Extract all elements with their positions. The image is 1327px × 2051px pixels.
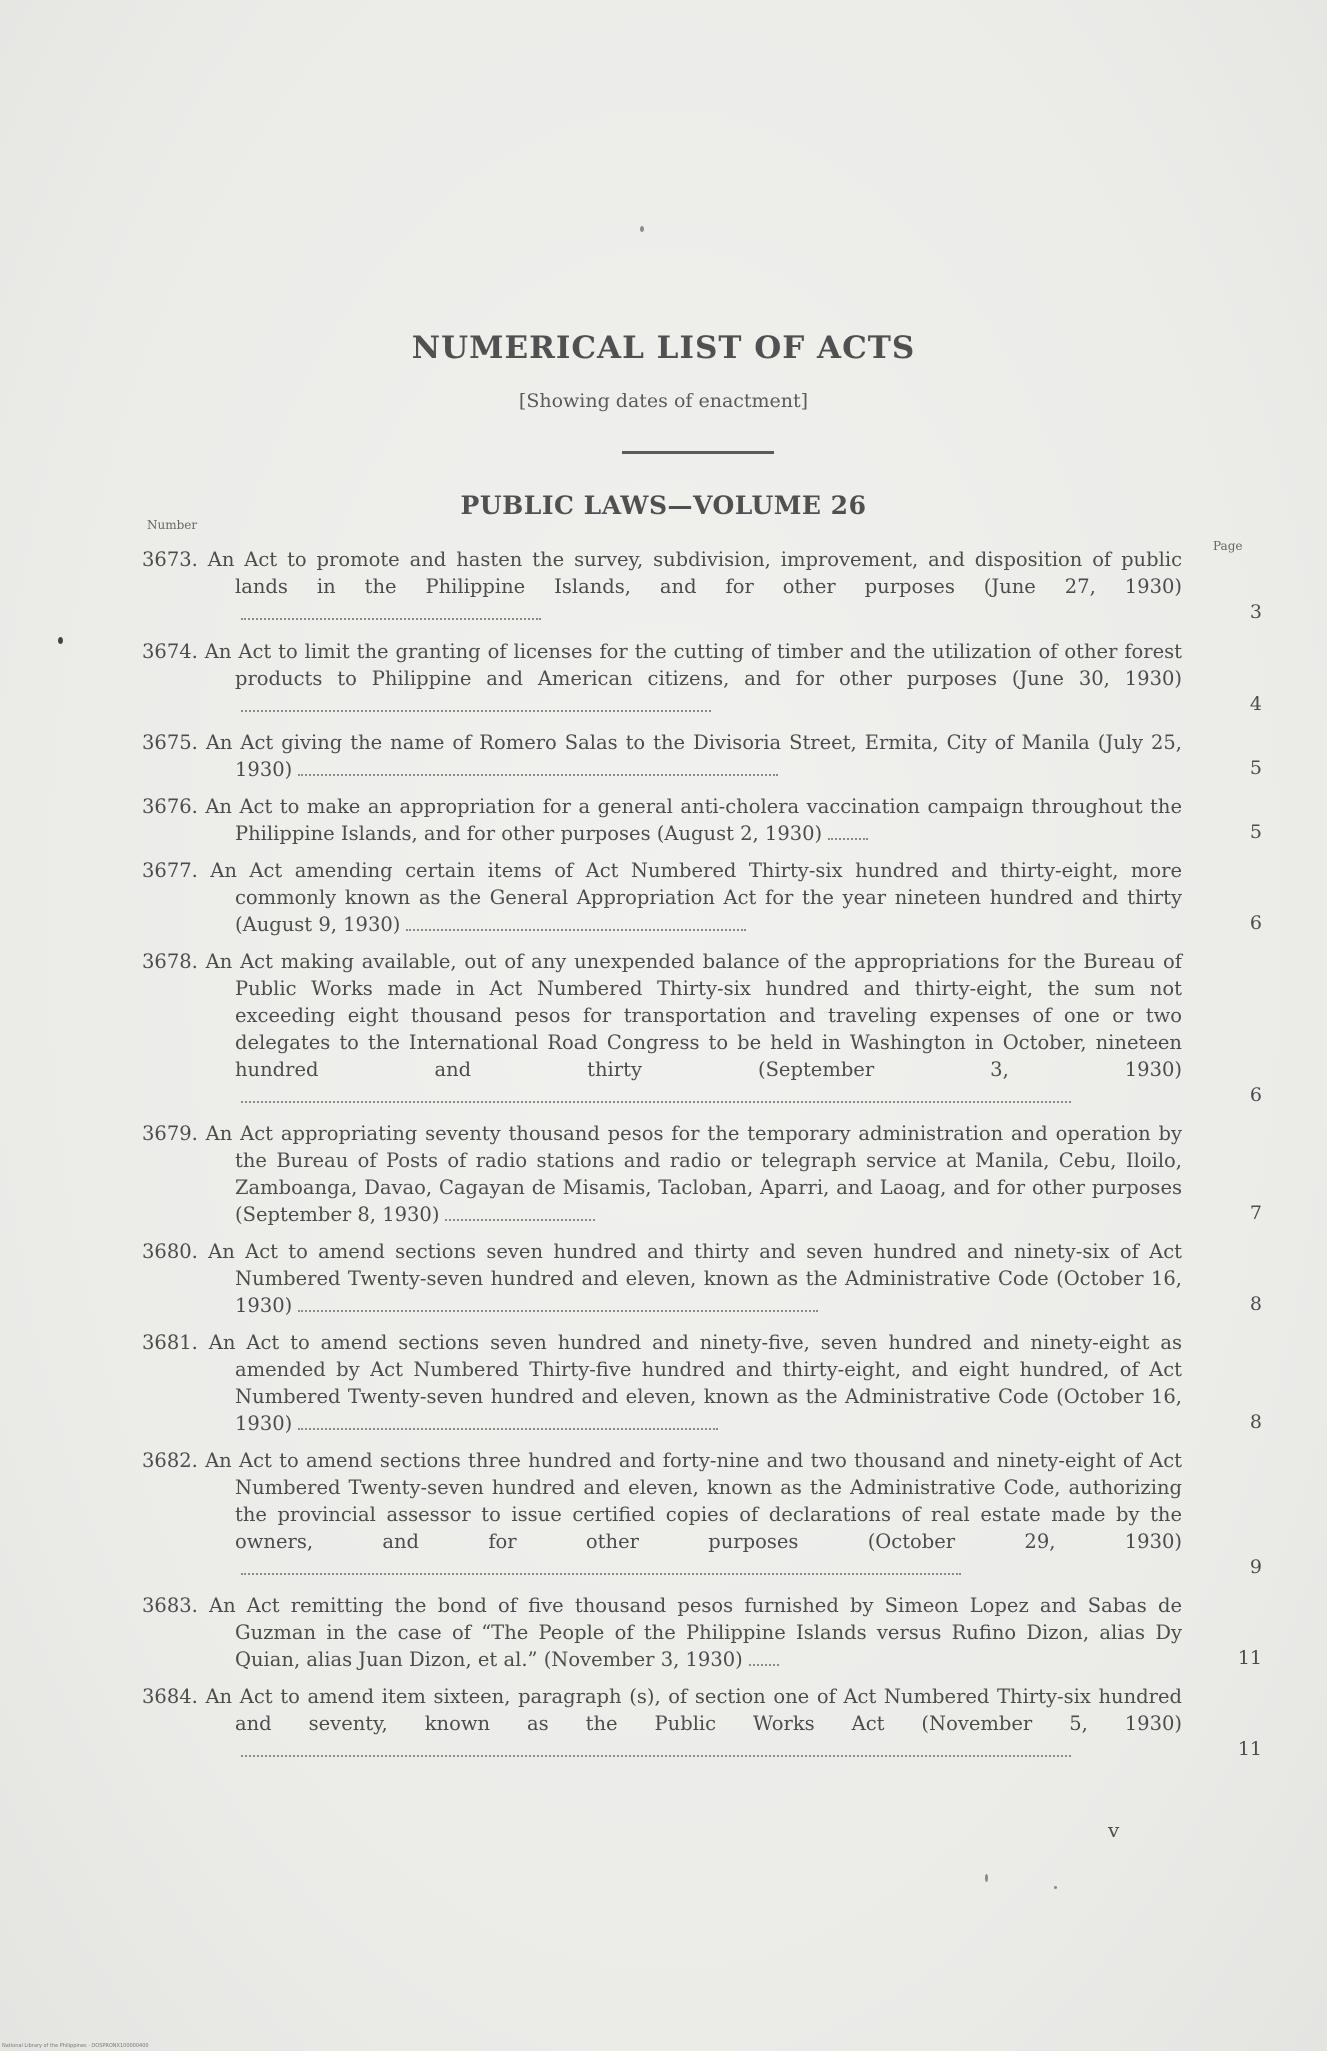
scan-speck [58,637,63,644]
act-number: 3681. [142,1331,198,1354]
scan-footer: National Library of the Philippines · DOSPRONX100000400 [2,2043,149,2049]
act-page: 3 [1249,601,1262,623]
list-item [142,1592,1262,1673]
act-number: 3675. [142,731,198,754]
list-item [142,857,1262,938]
dot-leader [828,837,868,840]
dot-leader [241,1100,1071,1103]
list-item [142,1329,1262,1437]
dot-leader [749,1663,779,1666]
list-item [142,638,1262,719]
scan-speck [985,1874,988,1882]
act-number: 3679. [142,1122,198,1145]
act-number: 3677. [142,859,198,882]
acts-list [142,546,1262,1774]
act-description: An Act to amend item sixteen, paragraph (s), of section one of Act Numbered Thirty-six hundred and seventy, known as the Public Works Act (November 5, 1930) [205,1685,1182,1735]
dot-leader [241,1754,1071,1757]
act-page: 4 [1249,693,1262,715]
act-description: An Act to promote and hasten the survey, subdivision, improvement, and disposition of public lands in the Philippine Islands, and for other purposes (June 27, 1930) [207,548,1182,598]
act-description: An Act to amend sections three hundred and forty-nine and two thousand and ninety-eight of Act Numbered Twenty-seven hundred and eleven, known as the Administrative Code, authorizing the provincial assessor to issue certified copies of declarations of real estate made by the owners, and for other purposes (October 29, 1930) [205,1449,1182,1553]
act-page: 11 [1237,1738,1262,1760]
act-description: An Act giving the name of Romero Salas to the Divisoria Street, Ermita, City of Manila (July 25, 1930) [205,731,1182,781]
dot-leader [406,928,746,931]
act-page: 8 [1249,1411,1262,1433]
act-description: An Act to make an appropriation for a general anti-cholera vaccination campaign throughout the Philippine Islands, and for other purposes (August 2, 1930) [205,795,1182,845]
number-column-label: Number [147,518,198,532]
act-number: 3673. [142,548,198,571]
list-item [142,729,1262,783]
act-description: An Act to limit the granting of licenses for the cutting of timber and the utilization of other forest products to Philippine and American citizens, and for other purposes (June 30, 1930) [204,640,1183,690]
act-page: 5 [1249,757,1262,779]
act-page: 6 [1249,912,1262,934]
dot-leader [298,1427,718,1430]
dot-leader [298,1309,818,1312]
document-title: NUMERICAL LIST OF ACTS [411,330,916,366]
dot-leader [298,773,778,776]
list-item [142,948,1262,1110]
list-item [142,1238,1262,1319]
act-page: 5 [1249,821,1262,843]
dot-leader [445,1218,595,1221]
act-number: 3682. [142,1449,198,1472]
list-item [142,1683,1262,1764]
act-page: 7 [1249,1202,1262,1224]
act-description: An Act to amend sections seven hundred and ninety-five, seven hundred and ninety-eight as amended by Act Numbered Thirty-five hundred and thirty-eight, and eight hundred, of Act Numbered Twenty-seven hundred and eleven, known as the Administrative Code (October 16, 1930) [208,1331,1182,1435]
list-item [142,1447,1262,1582]
scan-speck [1054,1886,1057,1889]
page-folio: v [1108,1818,1120,1842]
act-page: 11 [1237,1647,1262,1669]
list-item [142,793,1262,847]
act-number: 3678. [142,950,198,973]
act-number: 3684. [142,1685,198,1708]
act-number: 3674. [142,640,198,663]
act-description: An Act remitting the bond of five thousand pesos furnished by Simeon Lopez and Sabas de Guzman in the case of “The People of the Philippine Islands versus Rufino Dizon, alias Dy Quian, alias Juan Dizon, et al.” (November 3, 1930) [209,1594,1183,1671]
act-description: An Act to amend sections seven hundred and thirty and seven hundred and ninety-six of Act Numbered Twenty-seven hundred and eleven, known as the Administrative Code (October 16, 1930) [208,1240,1183,1317]
dot-leader [241,617,541,620]
document-subtitle: [Showing dates of enactment] [518,390,809,412]
section-title: PUBLIC LAWS—VOLUME 26 [460,491,867,520]
title-divider [622,451,774,454]
act-number: 3680. [142,1240,198,1263]
page-column-label: Page [1213,539,1243,553]
act-number: 3676. [142,795,198,818]
act-description: An Act appropriating seventy thousand pesos for the temporary administration and operation by the Bureau of Posts of radio stations and radio or telegraph service at Manila, Cebu, Iloilo, Zamboanga, Davao, Cagayan de Misamis, Tacloban, Aparri, and Laoag, and for other purposes (September 8, 1930) [205,1122,1182,1226]
act-page: 8 [1249,1293,1262,1315]
act-description: An Act amending certain items of Act Numbered Thirty-six hundred and thirty-eight, more commonly known as the General Appropriation Act for the year nineteen hundred and thirty (August 9, 1930) [210,859,1182,936]
dot-leader [241,1572,961,1575]
act-description: An Act making available, out of any unexpended balance of the appropriations for the Bureau of Public Works made in Act Numbered Thirty-six hundred and thirty-eight, the sum not exceeding eight thousand pesos for transportation and traveling expenses of one or two delegates to the International Road Congress to be held in Washington in October, nineteen hundred and thirty (September 3, 1930) [205,950,1182,1081]
act-page: 9 [1249,1556,1262,1578]
list-item [142,546,1262,627]
list-item [142,1120,1262,1228]
dot-leader [241,709,711,712]
act-number: 3683. [142,1594,198,1617]
scan-speck [640,226,644,232]
act-page: 6 [1249,1084,1262,1106]
